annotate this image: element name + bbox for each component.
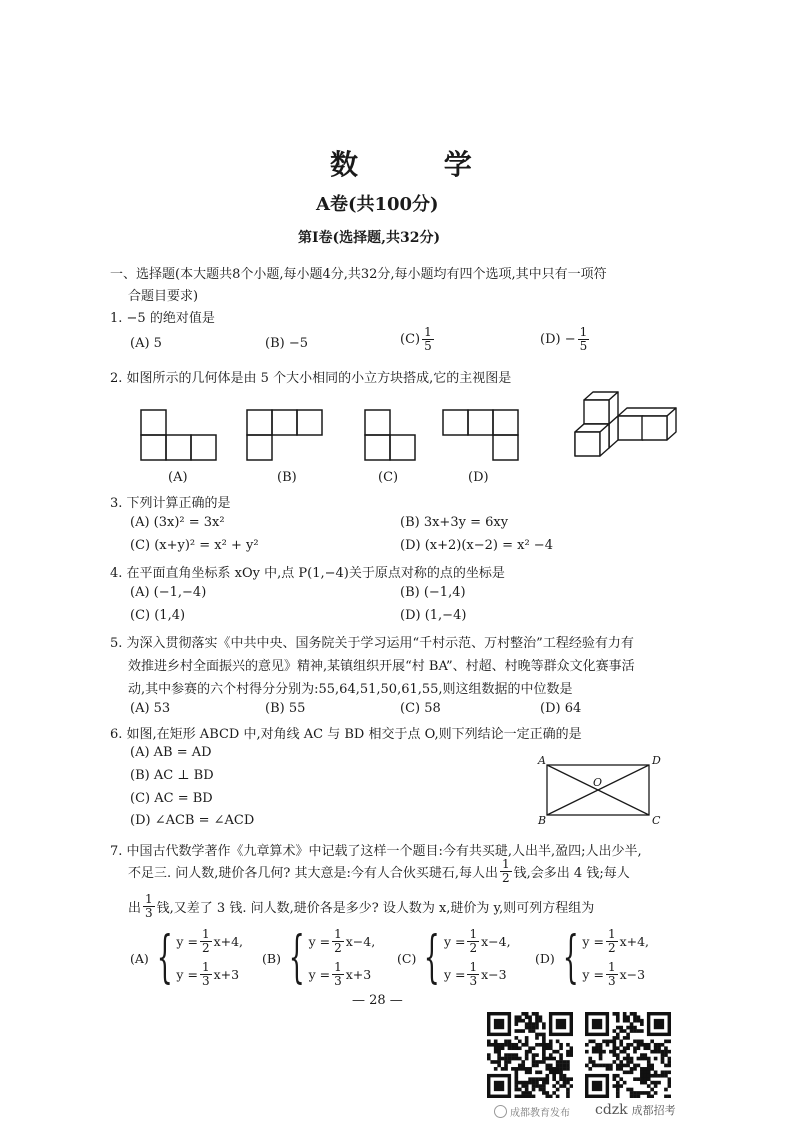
fraction-numerator: 1 — [424, 325, 432, 339]
section1-line1: 一、选择题(本大题共8个小题,每小题4分,共32分,每小题均有四个选项,其中只有一项符 — [110, 267, 607, 282]
fraction-denominator: 2 — [469, 941, 478, 955]
fraction-denominator: 3 — [145, 906, 153, 920]
q4-stem: 4. 在平面直角坐标系 xOy 中,点 P(1,−4)关于原点对称的点的坐标是 — [110, 566, 505, 581]
equation-rhs: x+4, — [619, 934, 650, 949]
fraction — [606, 961, 618, 988]
q2-label-d: (D) — [468, 470, 489, 485]
fraction — [467, 961, 479, 988]
q5-line3: 动,其中参赛的六个村得分分别为:55,64,51,50,61,55,则这组数据的中位数是 — [128, 682, 573, 697]
q2-option-b-figure — [244, 407, 326, 463]
q7-option-c-label: (C) — [397, 950, 417, 966]
fraction-numerator: 1 — [502, 857, 510, 871]
q1-option-d-label: (D) − — [540, 332, 576, 347]
cdzk-logo-mark: cdzk — [595, 1102, 628, 1118]
vertex-label-b: B — [538, 814, 547, 825]
q5-line1: 5. 为深入贯彻落实《中共中央、国务院关于学习运用“千村示范、万村整治”工程经验有力有 — [110, 636, 634, 651]
q6-option-c: (C) AC = BD — [130, 791, 213, 806]
q3-option-c: (C) (x+y)² = x² + y² — [130, 538, 259, 553]
fraction-denominator: 2 — [607, 941, 616, 955]
q1-option-b: (B) −5 — [265, 336, 308, 351]
q3-option-d: (D) (x+2)(x−2) = x² −4 — [400, 538, 553, 553]
q1-option-c-label: (C) — [400, 332, 421, 347]
fraction-denominator: 3 — [469, 974, 478, 988]
equation-lhs: y = — [176, 934, 198, 949]
q3-stem: 3. 下列计算正确的是 — [110, 496, 231, 511]
q4-option-b: (B) (−1,4) — [400, 585, 466, 600]
left-brace-icon: { — [562, 925, 579, 990]
q5-option-a: (A) 53 — [130, 701, 171, 716]
q1-option-c-fraction — [422, 326, 434, 353]
q5-line2: 效推进乡村全面振兴的意见》精神,某镇组织开展“村 BA”、村超、村晚等群众文化赛事活 — [128, 659, 635, 674]
fraction-denominator: 3 — [607, 974, 616, 988]
qr-code-right-icon[interactable] — [585, 1012, 671, 1098]
equation-rhs: x+4, — [213, 934, 244, 949]
footer-left-logo — [494, 1104, 570, 1119]
equation-rhs: x+3 — [345, 967, 372, 982]
fraction-numerator: 1 — [334, 927, 342, 941]
chat-bubble-icon — [494, 1105, 507, 1118]
q7-option-a-label: (A) — [130, 950, 149, 966]
left-brace-icon: { — [156, 925, 173, 990]
fraction-denominator: 3 — [334, 974, 342, 988]
q7-option-d — [535, 925, 650, 990]
q7-option-d-label: (D) — [535, 950, 555, 966]
equation-rhs: x−3 — [619, 967, 646, 982]
q7-line3-head: 出 — [128, 901, 142, 916]
q6-option-d: (D) ∠ACB = ∠ACD — [130, 813, 255, 828]
page-title: 数 学 — [330, 148, 510, 181]
q2-label-a: (A) — [168, 470, 188, 485]
page-number: — 28 — — [352, 993, 403, 1008]
q1-option-d-fraction — [578, 326, 590, 353]
q7-option-c — [397, 925, 511, 990]
paper-a-heading: A卷(共100分) — [316, 194, 439, 215]
q3-option-a: (A) (3x)² = 3x² — [130, 515, 225, 530]
equation-lhs: y = — [308, 967, 331, 982]
footer-right-logo — [595, 1102, 676, 1118]
q4-option-c: (C) (1,4) — [130, 608, 186, 623]
q7-half-fraction — [500, 858, 512, 885]
fraction-numerator: 1 — [607, 960, 616, 974]
fraction-denominator: 3 — [201, 974, 210, 988]
equation-lhs: y = — [443, 934, 466, 949]
qr-code-left-icon[interactable] — [487, 1012, 573, 1098]
equation-lhs: y = — [176, 967, 198, 982]
q4-option-d: (D) (1,−4) — [400, 608, 467, 623]
fraction-numerator: 1 — [334, 960, 342, 974]
fraction-denominator: 2 — [502, 871, 510, 885]
q3-option-b: (B) 3x+3y = 6xy — [400, 515, 509, 530]
fraction — [332, 961, 344, 988]
part1-heading: 第Ⅰ卷(选择题,共32分) — [298, 230, 441, 246]
q4-option-a: (A) (−1,−4) — [130, 585, 207, 600]
equation-rhs: x−4, — [345, 934, 376, 949]
vertex-label-c: C — [652, 814, 661, 825]
q5-option-d: (D) 64 — [540, 701, 582, 716]
vertex-label-a: A — [538, 754, 546, 767]
q7-line3 — [128, 893, 594, 920]
footer-left-logo-text: 成都教育发布 — [510, 1108, 570, 1119]
q7-line2-text: 不足三. 问人数,琎价各几何? 其大意是:今有人合伙买琎石,每人出 — [128, 866, 499, 881]
q6-stem: 6. 如图,在矩形 ABCD 中,对角线 AC 与 BD 相交于点 O,则下列结论一定正确的是 — [110, 727, 582, 742]
left-brace-icon: { — [424, 925, 441, 990]
q2-stem: 2. 如图所示的几何体是由 5 个大小相同的小立方块搭成,它的主视图是 — [110, 371, 512, 386]
fraction — [332, 928, 344, 955]
q7-line1: 7. 中国古代数学著作《九章算术》中记载了这样一个题目:今有共买琎,人出半,盈四;人出少半, — [110, 844, 642, 859]
q6-option-a: (A) AB = AD — [130, 745, 212, 760]
left-brace-icon: { — [288, 925, 305, 990]
q1-option-c — [400, 326, 436, 353]
fraction — [606, 928, 618, 955]
fraction-numerator: 1 — [201, 960, 210, 974]
fraction-numerator: 1 — [579, 325, 588, 339]
fraction — [200, 928, 212, 955]
vertex-label-d: D — [652, 754, 661, 767]
q2-option-d-figure — [440, 407, 522, 463]
q5-option-b: (B) 55 — [265, 701, 306, 716]
fraction-numerator: 1 — [607, 927, 616, 941]
q2-option-a-figure — [138, 407, 220, 463]
equation-rhs: x−3 — [481, 967, 507, 982]
equation-lhs: y = — [582, 934, 604, 949]
q2-label-b: (B) — [277, 470, 297, 485]
q6-rectangle-figure — [535, 753, 665, 825]
fraction-denominator: 5 — [424, 339, 432, 353]
fraction — [200, 961, 212, 988]
q7-line2 — [128, 858, 630, 885]
fraction-denominator: 5 — [579, 339, 588, 353]
q7-line2-tail: 钱,会多出 4 钱;每人 — [513, 866, 630, 881]
fraction-numerator: 1 — [469, 960, 478, 974]
q2-label-c: (C) — [378, 470, 399, 485]
equation-lhs: y = — [582, 967, 604, 982]
equation-rhs: x−4, — [481, 934, 511, 949]
q1-option-d — [540, 326, 591, 353]
q6-option-b: (B) AC ⊥ BD — [130, 768, 214, 783]
center-label-o: O — [593, 776, 603, 789]
fraction-numerator: 1 — [201, 927, 210, 941]
q7-option-a — [130, 925, 244, 990]
equation-lhs: y = — [308, 934, 331, 949]
fraction-numerator: 1 — [469, 927, 478, 941]
fraction — [467, 928, 479, 955]
q5-option-c: (C) 58 — [400, 701, 441, 716]
q7-line3-tail: 钱,又差了 3 钱. 问人数,琎价各是多少? 设人数为 x,琎价为 y,则可列方程组为 — [156, 901, 595, 916]
section1-line2: 合题目要求) — [128, 289, 199, 304]
fraction-denominator: 2 — [334, 941, 342, 955]
equation-rhs: x+3 — [213, 967, 240, 982]
q7-option-b — [262, 925, 376, 990]
equation-lhs: y = — [443, 967, 466, 982]
footer-right-logo-text: 成都招考 — [631, 1104, 676, 1117]
q2-solid-figure — [572, 386, 678, 466]
q7-third-fraction — [143, 893, 155, 920]
q1-stem: 1. −5 的绝对值是 — [110, 311, 215, 326]
fraction-denominator: 2 — [201, 941, 210, 955]
q2-option-c-figure — [362, 407, 420, 463]
fraction-numerator: 1 — [145, 892, 153, 906]
q1-option-a: (A) 5 — [130, 336, 162, 351]
q7-option-b-label: (B) — [262, 950, 281, 966]
